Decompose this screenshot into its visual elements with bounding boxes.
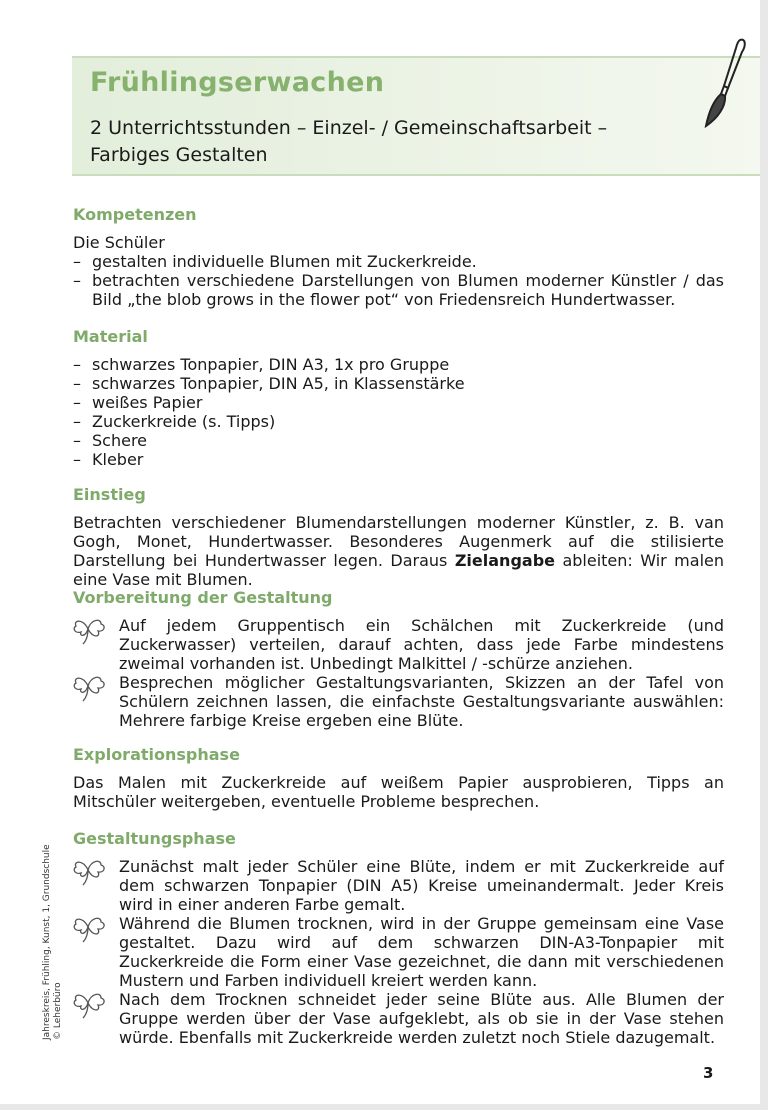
section-heading: Gestaltungsphase	[73, 829, 236, 848]
page-edge-bottom	[0, 1104, 768, 1110]
clover-list-item: Auf jedem Gruppentisch ein Schälchen mit Zuckerkreide (und Zuckerwasser) verteilen, darauf achten, dass jede Farbe mindestens zweimal vorhanden ist. Unbedingt Malkittel / -schürze anziehen.	[73, 616, 724, 673]
section-material	[73, 327, 724, 469]
section-heading: Kompetenzen	[73, 205, 197, 224]
credit-line: Jahreskreis, Frühling, Kunst, 1, Grundschule	[42, 844, 52, 1040]
clover-icon	[71, 988, 107, 1020]
clover-icon	[71, 855, 107, 887]
section-exploration	[73, 745, 724, 811]
sidebar-credit	[26, 830, 76, 1040]
list-item: – gestalten individuelle Blumen mit Zuckerkreide.	[73, 252, 477, 271]
clover-icon	[71, 912, 107, 944]
page-number: 3	[703, 1064, 714, 1082]
list-item: – weißes Papier	[73, 393, 203, 412]
list-item: – betrachten verschiedene Darstellungen von Blumen moderner Künstler / das Bild „the blob grows in the flower pot“ von Friedensreich Hundertwasser.	[73, 271, 724, 309]
list-item: – Zuckerkreide (s. Tipps)	[73, 412, 276, 431]
section-vorbereitung	[73, 588, 724, 730]
section-einstieg	[73, 485, 724, 589]
section-heading: Explorationsphase	[73, 745, 240, 764]
paragraph: Betrachten verschiedener Blumendarstellungen moderner Künstler, z. B. van Gogh, Monet, Hundertwasser. Besonderes Augenmerk auf die stilisierte Darstellung bei Hundertwasser legen. Daraus Zielangabe ableiten: Wir malen eine Vase mit Blumen.	[73, 513, 724, 589]
clover-list-item: Zunächst malt jeder Schüler eine Blüte, indem er mit Zuckerkreide auf dem schwarzen Tonpapier (DIN A5) Kreise umeinandermalt. Jeder Kreis wird in einer anderen Farbe gemalt.	[73, 857, 724, 914]
section-heading: Vorbereitung der Gestaltung	[73, 588, 333, 607]
list-item: – schwarzes Tonpapier, DIN A5, in Klassenstärke	[73, 374, 465, 393]
section-kompetenzen	[73, 205, 724, 309]
page-edge-right	[760, 0, 768, 1110]
clover-icon	[71, 614, 107, 646]
intro-text: Die Schüler	[73, 233, 165, 252]
page-subtitle: 2 Unterrichtsstunden – Einzel- / Gemeinschaftsarbeit – Farbiges Gestalten	[90, 117, 608, 166]
clover-list-item: Nach dem Trocknen schneidet jeder seine Blüte aus. Alle Blumen der Gruppe werden über der Vase aufgeklebt, als ob sie in der Vase stehen würde. Ebenfalls mit Zuckerkreide werden zuletzt noch Stiele dazugemalt.	[73, 990, 724, 1047]
list-item: – Schere	[73, 431, 148, 450]
paintbrush-icon	[688, 36, 748, 136]
section-gestaltung	[73, 829, 724, 1047]
section-heading: Einstieg	[73, 485, 146, 504]
copyright-line: © Leherbüro	[53, 982, 63, 1040]
page-title: Frühlingserwachen	[90, 67, 385, 98]
paragraph: Das Malen mit Zuckerkreide auf weißem Papier ausprobieren, Tipps an Mitschüler weitergeben, eventuelle Probleme besprechen.	[73, 773, 724, 811]
list-item: – Kleber	[73, 450, 144, 469]
section-heading: Material	[73, 327, 148, 346]
clover-list-item: Während die Blumen trocknen, wird in der Gruppe gemeinsam eine Vase gestaltet. Dazu wird auf dem schwarzen DIN-A3-Tonpapier mit Zuckerkreide die Form einer Vase gezeichnet, die dann mit verschiedenen Mustern und Farben individuell kreiert werden kann.	[73, 914, 724, 990]
clover-list-item: Besprechen möglicher Gestaltungsvarianten, Skizzen an der Tafel von Schülern zeichnen lassen, die einfachste Gestaltungsvariante auswählen: Mehrere farbige Kreise ergeben eine Blüte.	[73, 673, 724, 730]
list-item: – schwarzes Tonpapier, DIN A3, 1x pro Gruppe	[73, 355, 450, 374]
clover-icon	[71, 671, 107, 703]
